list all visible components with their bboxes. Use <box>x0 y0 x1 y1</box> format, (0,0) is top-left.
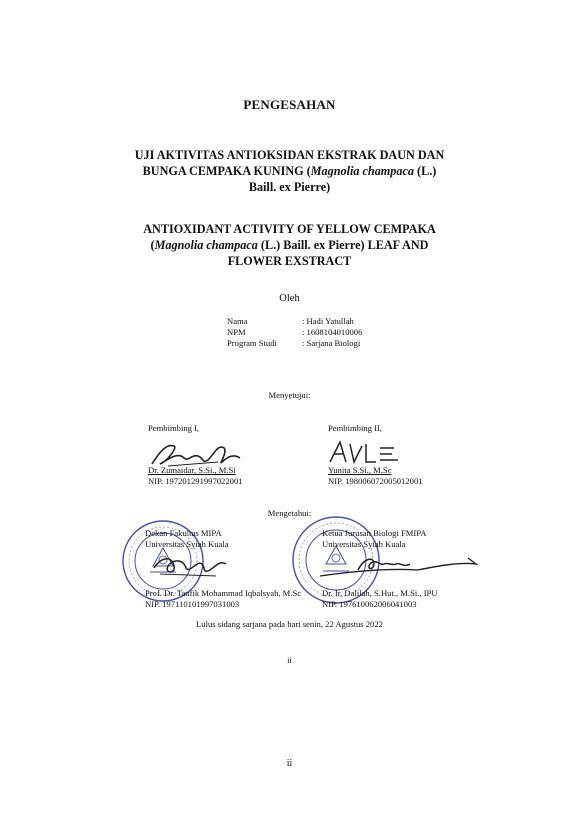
title-en-line3: FLOWER EXSTRACT <box>227 254 352 268</box>
head-signature <box>318 548 478 582</box>
supervisor1-role: Pembimbing I, <box>148 423 200 433</box>
title-en-line2: (Magnolia champaca (L.) Baill. ex Pierre) LEAF AND <box>150 238 429 252</box>
title-id-line3: Baill. ex Pierre) <box>248 180 331 194</box>
head-nip: NIP. 197610062006041003 <box>322 599 417 609</box>
nama-label: Nama <box>227 316 248 326</box>
dean-role-line1: Dekan Fakultas MIPA <box>145 528 222 538</box>
outer-page-number: ii <box>286 758 293 769</box>
supervisor2-name: Yunita S.Si., M.Sc <box>328 465 392 475</box>
graduation-date: Lulus sidang sarjana pada hari senin, 22 Agustus 2022 <box>196 619 383 629</box>
supervisor2-nip: NIP. 198006072005012001 <box>328 476 423 486</box>
supervisor2-role: Pembimbing II, <box>328 423 382 433</box>
head-role-line2: Universitas Syiah Kuala <box>322 539 406 549</box>
supervisor1-nip: NIP. 197201291997022001 <box>148 476 243 486</box>
prodi-label: Program Studi <box>227 338 277 348</box>
head-name: Dr. Ir. Dalilah, S.Hut., M.Si., IPU <box>322 588 438 598</box>
title-en-line1: ANTIOXIDANT ACTIVITY OF YELLOW CEMPAKA <box>143 222 436 236</box>
page-heading: PENGESAHAN <box>243 97 336 112</box>
dean-name: Prof. Dr. Taufik Mohammad Iqbalsyah, M.Sc <box>145 588 302 598</box>
supervisor2-signature <box>328 438 408 468</box>
inner-page-number: ii <box>287 655 292 665</box>
nama-value: : Hadi Yatullah <box>302 316 354 326</box>
npm-value: : 1608104010006 <box>302 327 363 337</box>
dean-nip: NIP. 197110101997031003 <box>145 599 240 609</box>
npm-label: NPM <box>227 327 246 337</box>
title-id-line1: UJI AKTIVITAS ANTIOKSIDAN EKSTRAK DAUN DAN <box>134 148 445 162</box>
dean-signature <box>150 552 230 580</box>
title-en-species: Magnolia champaca <box>154 238 258 252</box>
head-role-line1: Ketua Jurusan Biologi FMIPA <box>322 528 427 538</box>
title-id-line2: BUNGA CEMPAKA KUNING (Magnolia champaca (L.) <box>142 164 437 178</box>
prodi-value: : Sarjana Biologi <box>302 338 361 348</box>
supervisor1-name: Dr. Zumaidar, S.Si., M.Si <box>148 465 236 475</box>
dean-role-line2: Universitas Syiah Kuala <box>145 539 229 549</box>
title-id-species: Magnolia champaca <box>310 164 414 178</box>
mengetahui-label: Mengetahui: <box>267 508 312 518</box>
menyetujui-label: Menyetujui: <box>268 390 311 400</box>
oleh-label: Oleh <box>279 293 300 304</box>
